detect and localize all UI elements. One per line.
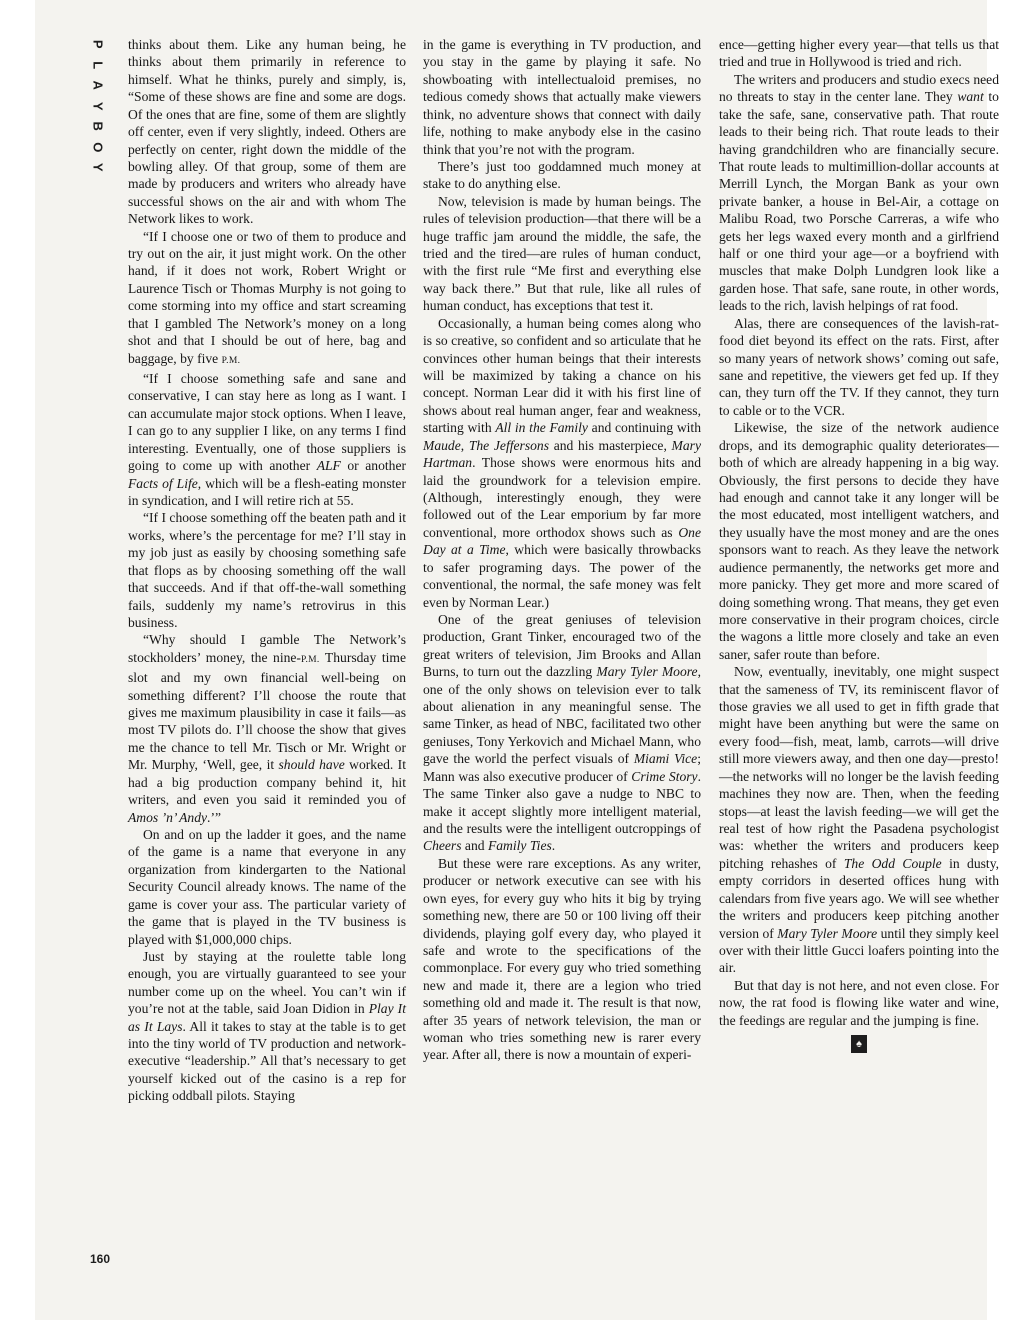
paragraph-text: , which will be a flesh-eating monster in syndication, and I will retire rich at 55.: [128, 475, 406, 508]
paragraph-text: and: [461, 838, 488, 854]
masthead-letter: L: [90, 60, 106, 69]
italic-title: should have: [278, 757, 345, 773]
paragraph-text: and his masterpiece,: [549, 437, 672, 453]
paragraph-text: . Those shows were enormous hits and laid the groundwork for a television empire. (Although, interestingly enough, they were followed out of the Lear emporium by far more conventional, more orthodox shows such as: [423, 455, 701, 540]
article-paragraph: [128, 36, 406, 228]
article-paragraph: [128, 948, 406, 1105]
small-caps-text: P.M.: [300, 654, 320, 665]
paragraph-text: , one of the only shows on television ever to talk about alienation in any meaningful sense. The same Tinker, as head of NBC, facilitated two other geniuses, Tony Yerkovich and Michael Mann, who gave the world the perfect visuals of: [423, 664, 701, 767]
paragraph-text: ence—getting higher every year—that tells us that tried and true in Hollywood is tried and rich.: [719, 37, 999, 70]
article-paragraph: [719, 36, 999, 71]
article-paragraph: [423, 315, 701, 611]
article-paragraph: [719, 419, 999, 663]
text-column-1: [128, 36, 406, 1105]
page-number: 160: [90, 1252, 111, 1266]
paragraph-text: and continuing with: [587, 420, 701, 436]
article-paragraph: [719, 977, 999, 1029]
italic-title: ALF: [316, 458, 341, 474]
italic-title: Amos ’n’ Andy: [128, 809, 208, 825]
paragraph-text: Just by staying at the roulette table long enough, you are virtually guaranteed to see your number come up on the wheel. You can’t win if you’re not at the table, said Joan Didion in: [128, 948, 406, 1017]
article-paragraph: [719, 315, 999, 420]
paragraph-text: “If I choose one or two of them to produce and try out on the air, it just might work. On the other hand, if it does not work, Robert Wright or Laurence Tisch or Thomas Murphy is not going to come storming into my office and start screaming that I gambled The Network’s money on a long shot and that I should be out of here, bag and baggage, by five: [128, 228, 406, 366]
italic-title: The Jeffersons: [468, 437, 550, 453]
paragraph-text: “If I choose something off the beaten path and it works, where’s the percentage for me? I’ll stay in my job just as easily by choosing something safe that flops as by choosing something off the wall that succeeds. And if that off-the-wall something fails, suddenly my name’s retrovirus in this business.: [128, 510, 406, 630]
italic-title: The Odd Couple: [843, 855, 942, 871]
playboy-masthead: [87, 34, 107, 178]
italic-title: Play It as It Lays: [128, 1001, 406, 1034]
paragraph-text: Alas, there are consequences of the lavish-rat-food diet beyond its effect on the rats. First, after so many years of network shows’ coming out safe, sane and repetitive, the viewers get fed up. If they can, they turn off the TV. If they cannot, they turn to cable or to the VCR.: [719, 315, 999, 418]
italic-title: One Day at a Time: [423, 524, 701, 558]
masthead-letter: Y: [90, 101, 106, 111]
masthead-letter: A: [90, 80, 106, 90]
italic-title: Mary Tyler Moore: [777, 925, 878, 941]
article-paragraph: [719, 663, 999, 977]
article-paragraph: [423, 36, 701, 158]
masthead-letter: P: [90, 39, 106, 49]
paragraph-text: ; Mann was also executive producer of: [423, 751, 701, 784]
italic-title: Mary Hartman: [423, 437, 701, 471]
italic-title: Family Ties: [487, 838, 552, 854]
small-caps-text: P.M.: [221, 355, 241, 366]
paragraph-text: ,: [460, 437, 469, 453]
article-paragraph: [128, 370, 406, 509]
paragraph-text: “If I choose something safe and sane and conservative, I can stay here as long as I want. I can accumulate major stock options. When I leave, I can go to any supplier I like, on any terms I find interesting. Eventually, one of those suppliers is going to come up with another: [128, 371, 406, 474]
paragraph-text: thinks about them. Like any human being, he thinks about them primarily in reference to himself. What he thinks, purely and simply, is, “Some of these shows are fine and some are dogs. Of the ones that are fine, some of them are slightly off center, even if very slightly, indeed. Others are perfectly on center, right down the middle of the bowling alley. Of that group, some of them are made by producers and writers who already have successful shows on the air and with whom The Network likes to work.: [128, 37, 406, 227]
article-paragraph: [128, 826, 406, 948]
paragraph-text: But that day is not here, and not even close. For now, the rat food is flowing like water and wine, the feedings are regular and the jumping is fine.: [719, 977, 999, 1028]
rabbit-end-mark-icon: ♠: [851, 1035, 867, 1053]
masthead-letter: O: [90, 141, 106, 152]
paragraph-text: “Why should I gamble The Network’s stockholders’ money, the nine-: [128, 632, 406, 665]
paragraph-text: Thursday time slot and my own financial well-being on something different? I’ll choose the route that gives me maximum plausibility in case it fails—as most TV pilots do. I’ll choose the show that gives me the chance to tell Mr. Tisch or Mr. Wright or Mr. Murphy, ‘Well, gee, it: [128, 649, 406, 773]
italic-title: Facts of Life: [128, 475, 198, 491]
masthead-letter: Y: [90, 162, 106, 172]
paragraph-text: Now, television is made by human beings. The rules of television production—that there will be a huge traffic jam around the middle, the safe, the tried and the tired—are rules of human conduct, with the first rule “Me first and everything else way back there.” But that rule, like all rules of human conduct, has exceptions that test it.: [423, 193, 701, 314]
paragraph-text: in the game is everything in TV production, and you stay in the game by playing it safe. No showboating with intellectualoid premises, no tedious comedy shows that actually make viewers think, no adventure shows that connect with daily life, nothing to make anybody else in the casino think that you’re not with the program.: [423, 37, 701, 157]
paragraph-text: .: [551, 838, 556, 854]
italic-title: Miami Vice: [633, 751, 698, 767]
paragraph-text: One of the great geniuses of television production, Grant Tinker, encouraged two of the great writers of television, Jim Brooks and Allan Burns, to turn out the dazzling: [423, 611, 701, 680]
paragraph-text: until they simply keel over with their little Gucci loafers pointing into the air.: [719, 925, 1000, 976]
paragraph-text: Occasionally, a human being comes along who is so creative, so confident and so articulate that he convinces other human beings that their interests will be maximized by taking a chance on his concept. Norman Lear did it with his first line of shows about real human anger, fear and weakness, starting with: [423, 315, 701, 436]
italic-title: Crime Story: [631, 768, 698, 784]
paragraph-text: , which were basically throwbacks to safer programing days. The power of the conventional, the normal, the safe money was felt even by Norman Lear.): [423, 542, 701, 610]
article-paragraph: [423, 611, 701, 855]
italic-title: want: [957, 89, 984, 105]
paragraph-text: The writers and producers and studio execs need no threats to stay in the center lane. They: [719, 71, 999, 105]
paragraph-text: . The same Tinker also gave a nudge to NBC to make it accept slightly more intelligent material, and the results were the intelligent outcroppings of: [423, 768, 702, 836]
italic-title: Cheers: [423, 838, 462, 854]
article-paragraph: [423, 193, 701, 315]
paragraph-text: in dusty, empty corridors in deserted offices hung with calendars from five years ago. We will see whether the writers and producers keep pitching another version of: [719, 855, 1000, 941]
masthead-letter: B: [90, 121, 106, 131]
text-column-3: [719, 36, 999, 1053]
article-paragraph: [128, 228, 406, 370]
paragraph-text: Likewise, the size of the network audience drops, and its demographic quality deteriorates—both of which are already happening in a big way. Obviously, the first persons to decide they have had enough and cannot take it any longer will be the most educated, most intelligent watchers, and they usually have the most money and are the ones sponsors want to reach. As they leave the network audience permanently, the networks get more and more panicky. They get more and more scared of doing something wrong. That means, they get even more conservative in their program choices, circle the wagons a little more closely and take an even saner, safer route than before.: [719, 420, 999, 662]
article-paragraph: [423, 855, 701, 1064]
italic-title: Maude: [423, 437, 461, 453]
paragraph-text: But these were rare exceptions. As any writer, producer or network executive can see with his own eyes, for every guy who hits it big by trying something new, there are 50 or 100 living off their dividends, playing golf every day, who played it safe and wrote to the specifications of the commonplace. For every guy who tried something new and made it, there are a legion who tried something old and made it. The result is that now, after 35 years of network television, the man or woman who tries something new is rarer every year. After all, there is now a mountain of experi-: [423, 855, 701, 1063]
paragraph-text: to take the safe, sane, conservative path. That route leads to their being rich. That route leads to their having grandchildren who are financially secure. That route leads to multimillion-dollar accounts at Merrill Lynch, the Morgan Bank as your own private banker, a house in Bel-Air, a cottage on Malibu Road, two Porsche Carreras, a wife who gets her legs waxed every month and a girlfriend half or one third your age—or a boyfriend with muscles that make Dolph Lundgren look like a garden hose. That safe, sane route, in other words, leads to the rich, lavish helpings of rat food.: [719, 89, 999, 314]
paragraph-text: On and on up the ladder it goes, and the name of the game is a name that everyone in any organization from kindergarten to the National Security Council already knows. The name of the game is cover your ass. The particular variety of the game that is played in the TV business is played with $1,000,000 chips.: [128, 826, 406, 947]
paragraph-text: There’s just too goddamned much money at stake to do anything else.: [423, 158, 701, 192]
italic-title: Mary Tyler Moore: [596, 664, 698, 680]
magazine-page: [35, 0, 1000, 1320]
paragraph-text: or another: [340, 458, 407, 474]
paragraph-text: .’”: [207, 809, 222, 825]
article-paragraph: [128, 509, 406, 631]
paragraph-text: Now, eventually, inevitably, one might suspect that the sameness of TV, its reminiscent flavor of those gravies we all used to get in fifth grade that might have been anything but were the same on every food—fish, meat, lamb, carrots—will drive still more viewers away, and then one day—presto!—the networks will no longer be the lavish feeding machines they now are. Then, when the feeding stops—at least the lavish feeding—we will get the real test of how right the Pasadena psychologist was: whether the writers and producers keep pitching rehashes of: [719, 664, 999, 871]
article-paragraph: [423, 158, 701, 193]
article-paragraph: [128, 631, 406, 826]
paragraph-text: . All it takes to stay at the table is to get into the tiny world of TV production and network-executive “leadership.” All that’s necessary to get yourself kicked out of the casino is a rep for picking oddball pilots. Staying: [128, 1018, 406, 1104]
paragraph-text: worked. It had a big production company behind it, hit writers, and even you said it reminded you of: [128, 757, 406, 808]
italic-title: All in the Family: [495, 420, 588, 436]
text-column-2: [423, 36, 701, 1064]
article-paragraph: [719, 71, 999, 315]
